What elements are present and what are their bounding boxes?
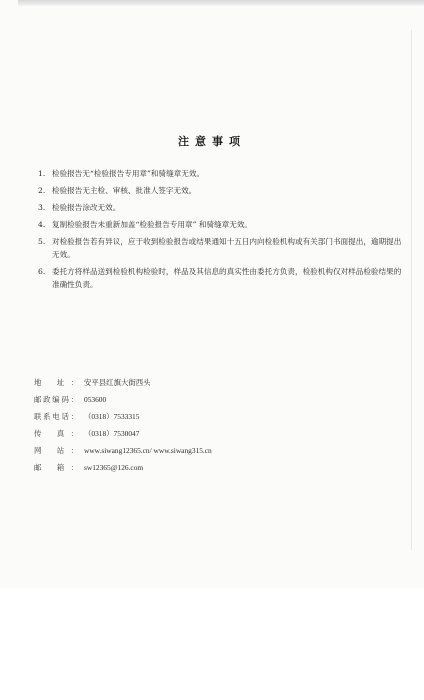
note-number: 1. (38, 169, 46, 178)
note-number: 5. (38, 237, 46, 246)
notes-list (38, 167, 403, 295)
contact-value: （0318）7530047 (84, 429, 140, 438)
contact-email (34, 459, 394, 476)
note-text: 对检验报告若有异议，应于收到检验报告或结果通知十五日内向检验机构或有关部门书面提出，逾期提出无效。 (52, 237, 402, 259)
scan-top-edge (18, 0, 424, 6)
page-title: 注意事项 (178, 135, 246, 148)
contact-label: 邮政编码： (34, 395, 78, 404)
contact-label: 邮 箱： (34, 463, 78, 472)
list-item (38, 218, 403, 231)
contact-address (34, 374, 394, 391)
note-text: 复制检验报告未重新加盖“检验报告专用章” 和骑缝章无效。 (52, 220, 253, 229)
contact-label: 联系电话： (34, 412, 78, 421)
note-text: 委托方将样品送到检验机构检验时，样品及其信息的真实性由委托方负责，检验机构仅对样品检验结果的准确性负责。 (52, 267, 402, 289)
contact-label: 地 址： (34, 378, 78, 387)
list-item (38, 201, 403, 214)
list-item (38, 167, 403, 180)
contact-phone (34, 408, 394, 425)
note-text: 检验报告涂改无效。 (52, 203, 121, 212)
list-item (38, 235, 403, 261)
note-number: 6. (38, 267, 46, 276)
contact-value: （0318）7533315 (84, 412, 140, 421)
note-text: 检验报告无“检验报告专用章”和骑缝章无效。 (52, 169, 205, 178)
note-number: 2. (38, 186, 46, 195)
contact-value: www.siwang12365.cn/ www.siwang315.cn (84, 446, 212, 455)
contact-website (34, 442, 394, 459)
contact-value: 053600 (84, 395, 107, 404)
note-number: 3. (38, 203, 46, 212)
contact-label: 传 真： (34, 429, 78, 438)
note-text: 检验报告无主检、审核、批准人签字无效。 (52, 186, 197, 195)
contact-label: 网 站： (34, 446, 78, 455)
scan-right-edge (411, 30, 412, 550)
contact-info (34, 374, 394, 476)
contact-value: 安平县红旗大街西头 (84, 378, 151, 387)
list-item (38, 184, 403, 197)
contact-fax (34, 425, 394, 442)
note-number: 4. (38, 220, 46, 229)
list-item (38, 265, 403, 291)
contact-value: sw12365@126.com (84, 463, 144, 472)
contact-postcode (34, 391, 394, 408)
